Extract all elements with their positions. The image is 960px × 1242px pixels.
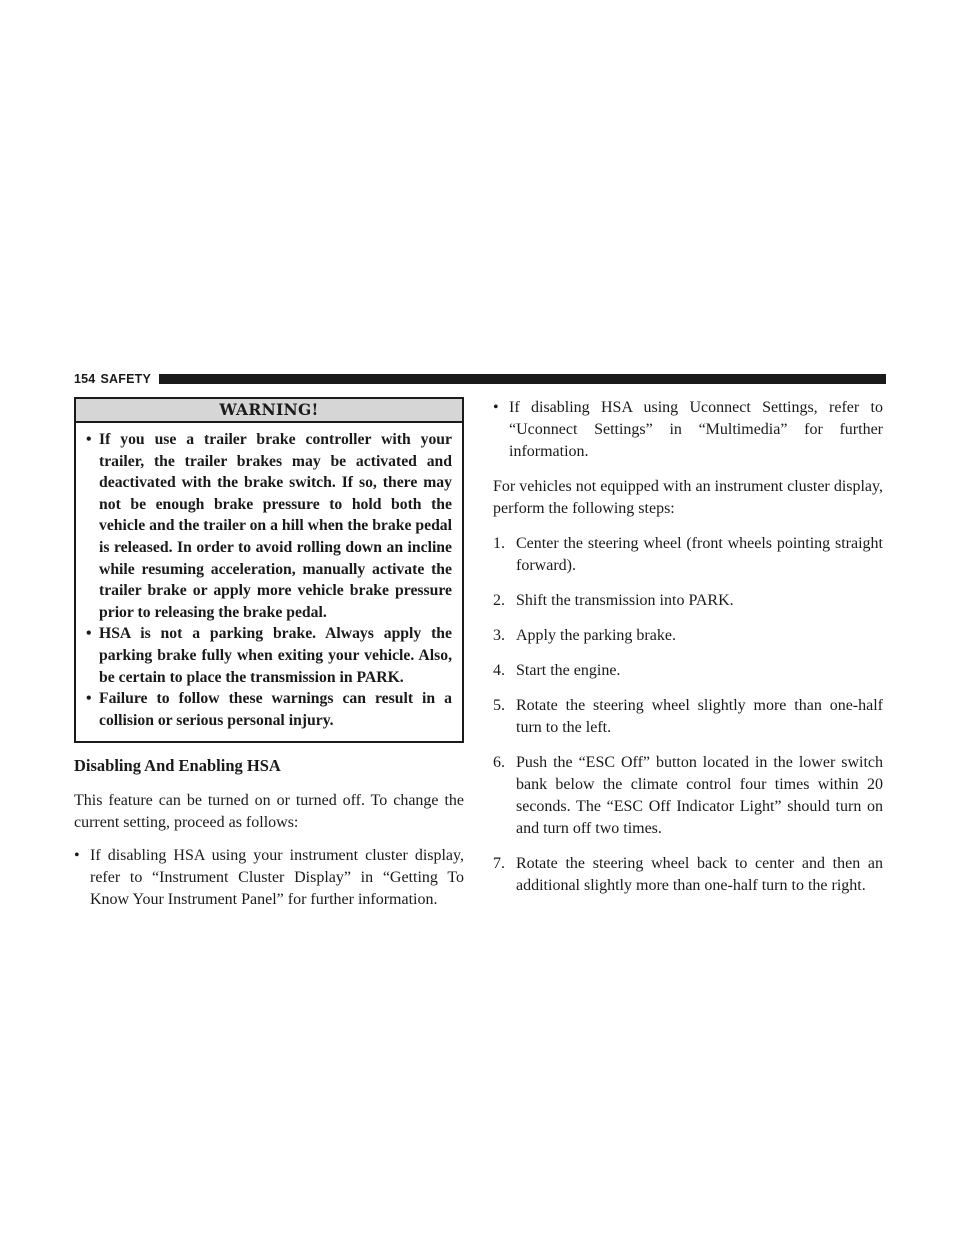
bullet-icon: • — [86, 625, 92, 643]
step-number: 3. — [493, 627, 505, 644]
left-column — [74, 397, 464, 911]
list-item: • If disabling HSA using Uconnect Settings, refer to “Uconnect Settings” in “Multimedia” for further information. — [493, 399, 883, 460]
step-item: 2. Shift the transmission into PARK. — [493, 590, 883, 612]
intro-paragraph: This feature can be turned on or turned off. To change the current setting, proceed as follows: — [74, 792, 464, 832]
step-number: 4. — [493, 662, 505, 679]
step-item: 6. Push the “ESC Off” button located in the lower switch bank below the climate control four times within 20 seconds. The “ESC Off Indicator Light” should turn on and turn off two times. — [493, 754, 883, 837]
steps-list — [493, 533, 883, 897]
warning-item: • If you use a trailer brake controller with your trailer, the trailer brakes may be activated and deactivated with the brake switch. If so, there may not be enough brake pressure to hold both the vehicle and the trailer on a hill when the brake pedal is released. In order to avoid rolling down an incline while resuming acceleration, manually activate the trailer brake or apply more vehicle brake pressure prior to releasing the brake pedal. — [86, 431, 452, 621]
bullet-icon: • — [86, 690, 92, 708]
bullet-icon: • — [74, 847, 80, 865]
page-label — [74, 372, 151, 386]
warning-item: • Failure to follow these warnings can result in a collision or serious personal injury. — [86, 690, 452, 729]
section-name: SAFETY — [100, 372, 151, 386]
warning-item: • HSA is not a parking brake. Always apply the parking brake fully when exiting your vehicle. Also, be certain to place the transmission in PARK. — [86, 625, 452, 686]
bullet-list — [74, 845, 464, 911]
right-column — [493, 397, 883, 897]
page-header — [74, 372, 886, 386]
step-number: 1. — [493, 535, 505, 552]
page-number: 154 — [74, 372, 96, 386]
section-heading: Disabling And Enabling HSA — [74, 756, 281, 776]
step-item: 4. Start the engine. — [493, 660, 883, 682]
list-item: • If disabling HSA using your instrument cluster display, refer to “Instrument Cluster Display” in “Getting To Know Your Instrument Panel” for further information. — [74, 847, 464, 909]
warning-box — [74, 397, 464, 743]
step-number: 7. — [493, 855, 505, 872]
step-item: 5. Rotate the steering wheel slightly more than one-half turn to the left. — [493, 697, 883, 736]
bullet-list — [493, 397, 883, 463]
step-number: 6. — [493, 754, 505, 771]
step-number: 2. — [493, 592, 505, 609]
steps-intro: For vehicles not equipped with an instrument cluster display, perform the following steps: — [493, 478, 883, 517]
header-rule — [159, 374, 886, 384]
step-number: 5. — [493, 697, 505, 714]
bullet-icon: • — [86, 431, 92, 448]
step-item: 7. Rotate the steering wheel back to center and then an additional slightly more than one-half turn to the right. — [493, 855, 883, 894]
step-item: 1. Center the steering wheel (front wheels pointing straight forward). — [493, 535, 883, 574]
warning-title: WARNING! — [76, 399, 462, 423]
warning-list — [76, 423, 462, 731]
step-item: 3. Apply the parking brake. — [493, 625, 883, 647]
bullet-icon: • — [493, 399, 499, 416]
